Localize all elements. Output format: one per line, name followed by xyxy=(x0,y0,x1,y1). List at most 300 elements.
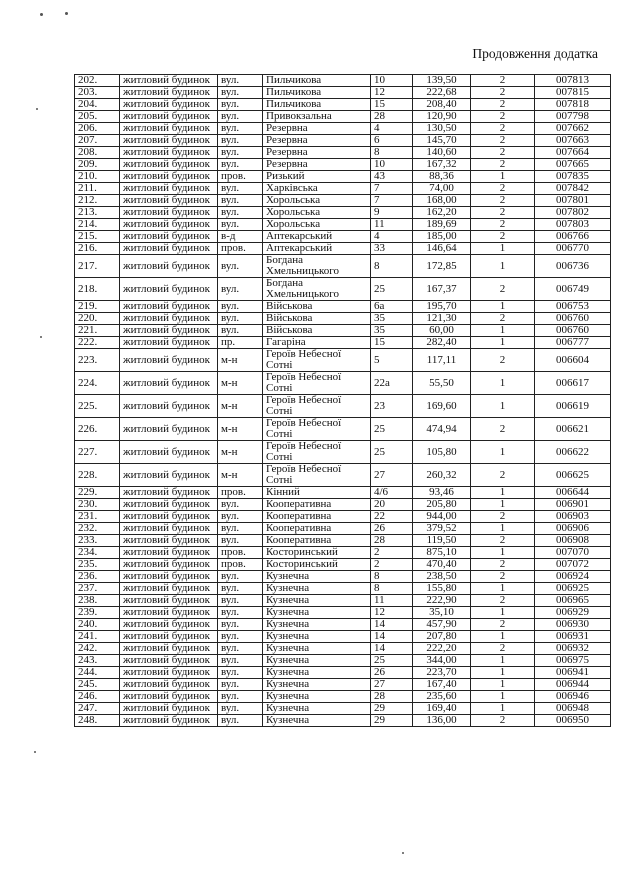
area-cell: 55,50 xyxy=(413,372,471,395)
scan-speck xyxy=(34,751,36,753)
area-cell: 379,52 xyxy=(413,523,471,535)
row-number-cell: 204. xyxy=(75,99,120,111)
street-name-cell: Кооперативна xyxy=(263,535,371,547)
registry-code-cell: 006931 xyxy=(535,631,611,643)
street-type-cell: вул. xyxy=(218,499,263,511)
street-type-cell: вул. xyxy=(218,147,263,159)
registry-code-cell: 006932 xyxy=(535,643,611,655)
row-number-cell: 235. xyxy=(75,559,120,571)
house-number-cell: 22 xyxy=(371,511,413,523)
category-cell: 2 xyxy=(471,159,535,171)
street-type-cell: пров. xyxy=(218,243,263,255)
street-type-cell: вул. xyxy=(218,523,263,535)
house-number-cell: 26 xyxy=(371,667,413,679)
street-name-cell: Героїв Небесної Сотні xyxy=(263,418,371,441)
table-row xyxy=(75,655,611,667)
scan-speck xyxy=(402,852,404,854)
registry-code-cell: 007798 xyxy=(535,111,611,123)
street-type-cell: вул. xyxy=(218,679,263,691)
row-number-cell: 225. xyxy=(75,395,120,418)
row-number-cell: 243. xyxy=(75,655,120,667)
row-number-cell: 232. xyxy=(75,523,120,535)
street-name-cell: Кузнечна xyxy=(263,607,371,619)
registry-code-cell: 006948 xyxy=(535,703,611,715)
house-number-cell: 27 xyxy=(371,464,413,487)
area-cell: 74,00 xyxy=(413,183,471,195)
building-type-cell: житловий будинок xyxy=(120,643,218,655)
category-cell: 2 xyxy=(471,195,535,207)
street-name-cell: Військова xyxy=(263,325,371,337)
table-row xyxy=(75,499,611,511)
row-number-cell: 229. xyxy=(75,487,120,499)
street-name-cell: Кузнечна xyxy=(263,691,371,703)
category-cell: 1 xyxy=(471,703,535,715)
building-type-cell: житловий будинок xyxy=(120,395,218,418)
house-number-cell: 25 xyxy=(371,278,413,301)
row-number-cell: 222. xyxy=(75,337,120,349)
row-number-cell: 248. xyxy=(75,715,120,727)
registry-code-cell: 007665 xyxy=(535,159,611,171)
registry-code-cell: 007663 xyxy=(535,135,611,147)
table-row xyxy=(75,547,611,559)
registry-code-cell: 006908 xyxy=(535,535,611,547)
category-cell: 2 xyxy=(471,183,535,195)
street-type-cell: вул. xyxy=(218,255,263,278)
row-number-cell: 210. xyxy=(75,171,120,183)
street-name-cell: Героїв Небесної Сотні xyxy=(263,464,371,487)
area-cell: 222,68 xyxy=(413,87,471,99)
building-type-cell: житловий будинок xyxy=(120,715,218,727)
house-number-cell: 23 xyxy=(371,395,413,418)
table-row xyxy=(75,703,611,715)
row-number-cell: 234. xyxy=(75,547,120,559)
area-cell: 172,85 xyxy=(413,255,471,278)
category-cell: 2 xyxy=(471,313,535,325)
row-number-cell: 216. xyxy=(75,243,120,255)
registry-code-cell: 006906 xyxy=(535,523,611,535)
building-type-cell: житловий будинок xyxy=(120,499,218,511)
row-number-cell: 211. xyxy=(75,183,120,195)
area-cell: 146,64 xyxy=(413,243,471,255)
category-cell: 1 xyxy=(471,441,535,464)
street-name-cell: Кузнечна xyxy=(263,631,371,643)
street-name-cell: Кузнечна xyxy=(263,583,371,595)
house-number-cell: 11 xyxy=(371,595,413,607)
building-type-cell: житловий будинок xyxy=(120,231,218,243)
house-number-cell: 25 xyxy=(371,441,413,464)
row-number-cell: 241. xyxy=(75,631,120,643)
registry-code-cell: 006617 xyxy=(535,372,611,395)
building-type-cell: житловий будинок xyxy=(120,75,218,87)
house-number-cell: 10 xyxy=(371,159,413,171)
registry-code-cell: 006766 xyxy=(535,231,611,243)
street-name-cell: Богдана Хмельницького xyxy=(263,255,371,278)
scan-speck xyxy=(36,108,38,110)
area-cell: 457,90 xyxy=(413,619,471,631)
table-row xyxy=(75,219,611,231)
table-row xyxy=(75,559,611,571)
row-number-cell: 231. xyxy=(75,511,120,523)
area-cell: 167,37 xyxy=(413,278,471,301)
house-number-cell: 10 xyxy=(371,75,413,87)
street-type-cell: вул. xyxy=(218,631,263,643)
category-cell: 1 xyxy=(471,523,535,535)
table-row xyxy=(75,583,611,595)
building-type-cell: житловий будинок xyxy=(120,87,218,99)
table-row xyxy=(75,395,611,418)
building-type-cell: житловий будинок xyxy=(120,595,218,607)
registry-code-cell: 007802 xyxy=(535,207,611,219)
building-type-cell: житловий будинок xyxy=(120,337,218,349)
street-type-cell: вул. xyxy=(218,87,263,99)
category-cell: 2 xyxy=(471,75,535,87)
area-cell: 105,80 xyxy=(413,441,471,464)
area-cell: 235,60 xyxy=(413,691,471,703)
row-number-cell: 213. xyxy=(75,207,120,219)
house-number-cell: 22а xyxy=(371,372,413,395)
row-number-cell: 205. xyxy=(75,111,120,123)
house-number-cell: 7 xyxy=(371,195,413,207)
street-name-cell: Аптекарський xyxy=(263,243,371,255)
street-name-cell: Пильчикова xyxy=(263,99,371,111)
building-type-cell: житловий будинок xyxy=(120,243,218,255)
street-name-cell: Кузнечна xyxy=(263,667,371,679)
row-number-cell: 242. xyxy=(75,643,120,655)
house-number-cell: 14 xyxy=(371,631,413,643)
street-type-cell: вул. xyxy=(218,278,263,301)
street-name-cell: Косторинський xyxy=(263,559,371,571)
buildings-table-body xyxy=(75,75,611,727)
table-row xyxy=(75,159,611,171)
row-number-cell: 240. xyxy=(75,619,120,631)
street-type-cell: вул. xyxy=(218,607,263,619)
area-cell: 145,70 xyxy=(413,135,471,147)
street-name-cell: Резервна xyxy=(263,135,371,147)
registry-code-cell: 006901 xyxy=(535,499,611,511)
buildings-table xyxy=(74,74,611,727)
category-cell: 2 xyxy=(471,135,535,147)
area-cell: 162,20 xyxy=(413,207,471,219)
street-type-cell: вул. xyxy=(218,219,263,231)
building-type-cell: житловий будинок xyxy=(120,535,218,547)
row-number-cell: 226. xyxy=(75,418,120,441)
building-type-cell: житловий будинок xyxy=(120,207,218,219)
row-number-cell: 233. xyxy=(75,535,120,547)
table-row xyxy=(75,595,611,607)
street-name-cell: Хорольська xyxy=(263,207,371,219)
area-cell: 223,70 xyxy=(413,667,471,679)
house-number-cell: 15 xyxy=(371,99,413,111)
street-type-cell: вул. xyxy=(218,619,263,631)
registry-code-cell: 006619 xyxy=(535,395,611,418)
building-type-cell: житловий будинок xyxy=(120,511,218,523)
building-type-cell: житловий будинок xyxy=(120,523,218,535)
category-cell: 1 xyxy=(471,301,535,313)
house-number-cell: 35 xyxy=(371,313,413,325)
street-type-cell: пров. xyxy=(218,171,263,183)
area-cell: 222,20 xyxy=(413,643,471,655)
table-row xyxy=(75,464,611,487)
row-number-cell: 202. xyxy=(75,75,120,87)
category-cell: 2 xyxy=(471,147,535,159)
category-cell: 2 xyxy=(471,349,535,372)
street-name-cell: Кузнечна xyxy=(263,715,371,727)
house-number-cell: 4/6 xyxy=(371,487,413,499)
area-cell: 169,40 xyxy=(413,703,471,715)
registry-code-cell: 006621 xyxy=(535,418,611,441)
category-cell: 1 xyxy=(471,547,535,559)
area-cell: 169,60 xyxy=(413,395,471,418)
house-number-cell: 8 xyxy=(371,583,413,595)
table-row xyxy=(75,715,611,727)
category-cell: 2 xyxy=(471,595,535,607)
house-number-cell: 35 xyxy=(371,325,413,337)
street-name-cell: Привокзальна xyxy=(263,111,371,123)
area-cell: 88,36 xyxy=(413,171,471,183)
category-cell: 1 xyxy=(471,607,535,619)
building-type-cell: житловий будинок xyxy=(120,123,218,135)
table-row xyxy=(75,171,611,183)
street-name-cell: Резервна xyxy=(263,159,371,171)
registry-code-cell: 006760 xyxy=(535,325,611,337)
area-cell: 222,90 xyxy=(413,595,471,607)
street-type-cell: вул. xyxy=(218,183,263,195)
building-type-cell: житловий будинок xyxy=(120,195,218,207)
street-type-cell: в-д xyxy=(218,231,263,243)
category-cell: 1 xyxy=(471,631,535,643)
street-name-cell: Гагаріна xyxy=(263,337,371,349)
table-row xyxy=(75,631,611,643)
house-number-cell: 8 xyxy=(371,147,413,159)
street-type-cell: м-н xyxy=(218,464,263,487)
category-cell: 1 xyxy=(471,487,535,499)
building-type-cell: житловий будинок xyxy=(120,111,218,123)
area-cell: 120,90 xyxy=(413,111,471,123)
house-number-cell: 28 xyxy=(371,111,413,123)
registry-code-cell: 006753 xyxy=(535,301,611,313)
category-cell: 2 xyxy=(471,123,535,135)
street-name-cell: Кооперативна xyxy=(263,499,371,511)
street-name-cell: Ризький xyxy=(263,171,371,183)
street-name-cell: Військова xyxy=(263,301,371,313)
registry-code-cell: 006777 xyxy=(535,337,611,349)
area-cell: 185,00 xyxy=(413,231,471,243)
area-cell: 205,80 xyxy=(413,499,471,511)
house-number-cell: 33 xyxy=(371,243,413,255)
table-row xyxy=(75,207,611,219)
registry-code-cell: 007801 xyxy=(535,195,611,207)
house-number-cell: 4 xyxy=(371,123,413,135)
area-cell: 168,00 xyxy=(413,195,471,207)
table-row xyxy=(75,337,611,349)
table-row xyxy=(75,99,611,111)
street-name-cell: Хорольська xyxy=(263,219,371,231)
registry-code-cell: 006925 xyxy=(535,583,611,595)
house-number-cell: 2 xyxy=(371,547,413,559)
registry-code-cell: 006924 xyxy=(535,571,611,583)
house-number-cell: 15 xyxy=(371,337,413,349)
row-number-cell: 220. xyxy=(75,313,120,325)
area-cell: 130,50 xyxy=(413,123,471,135)
registry-code-cell: 006941 xyxy=(535,667,611,679)
area-cell: 260,32 xyxy=(413,464,471,487)
street-type-cell: пр. xyxy=(218,337,263,349)
street-type-cell: м-н xyxy=(218,349,263,372)
building-type-cell: житловий будинок xyxy=(120,418,218,441)
row-number-cell: 238. xyxy=(75,595,120,607)
street-type-cell: вул. xyxy=(218,301,263,313)
category-cell: 1 xyxy=(471,499,535,511)
area-cell: 474,94 xyxy=(413,418,471,441)
registry-code-cell: 007818 xyxy=(535,99,611,111)
house-number-cell: 7 xyxy=(371,183,413,195)
house-number-cell: 11 xyxy=(371,219,413,231)
registry-code-cell: 006903 xyxy=(535,511,611,523)
building-type-cell: житловий будинок xyxy=(120,171,218,183)
row-number-cell: 223. xyxy=(75,349,120,372)
category-cell: 2 xyxy=(471,559,535,571)
table-row xyxy=(75,183,611,195)
row-number-cell: 237. xyxy=(75,583,120,595)
category-cell: 1 xyxy=(471,667,535,679)
street-name-cell: Військова xyxy=(263,313,371,325)
registry-code-cell: 006946 xyxy=(535,691,611,703)
row-number-cell: 212. xyxy=(75,195,120,207)
street-type-cell: вул. xyxy=(218,535,263,547)
registry-code-cell: 007842 xyxy=(535,183,611,195)
area-cell: 35,10 xyxy=(413,607,471,619)
row-number-cell: 247. xyxy=(75,703,120,715)
registry-code-cell: 007815 xyxy=(535,87,611,99)
street-type-cell: вул. xyxy=(218,123,263,135)
category-cell: 2 xyxy=(471,207,535,219)
registry-code-cell: 006749 xyxy=(535,278,611,301)
registry-code-cell: 007664 xyxy=(535,147,611,159)
category-cell: 1 xyxy=(471,255,535,278)
street-type-cell: м-н xyxy=(218,441,263,464)
table-row xyxy=(75,123,611,135)
table-row xyxy=(75,418,611,441)
house-number-cell: 5 xyxy=(371,349,413,372)
category-cell: 2 xyxy=(471,219,535,231)
category-cell: 2 xyxy=(471,571,535,583)
building-type-cell: житловий будинок xyxy=(120,571,218,583)
street-name-cell: Резервна xyxy=(263,123,371,135)
area-cell: 282,40 xyxy=(413,337,471,349)
building-type-cell: житловий будинок xyxy=(120,325,218,337)
street-name-cell: Хорольська xyxy=(263,195,371,207)
house-number-cell: 26 xyxy=(371,523,413,535)
area-cell: 93,46 xyxy=(413,487,471,499)
registry-code-cell: 006770 xyxy=(535,243,611,255)
category-cell: 1 xyxy=(471,243,535,255)
category-cell: 1 xyxy=(471,691,535,703)
category-cell: 2 xyxy=(471,643,535,655)
street-name-cell: Богдана Хмельницького xyxy=(263,278,371,301)
house-number-cell: 29 xyxy=(371,715,413,727)
building-type-cell: житловий будинок xyxy=(120,99,218,111)
row-number-cell: 227. xyxy=(75,441,120,464)
building-type-cell: житловий будинок xyxy=(120,619,218,631)
house-number-cell: 12 xyxy=(371,607,413,619)
table-row xyxy=(75,255,611,278)
category-cell: 1 xyxy=(471,679,535,691)
street-name-cell: Кузнечна xyxy=(263,643,371,655)
building-type-cell: житловий будинок xyxy=(120,301,218,313)
house-number-cell: 12 xyxy=(371,87,413,99)
street-name-cell: Кузнечна xyxy=(263,619,371,631)
scan-speck xyxy=(65,12,68,15)
registry-code-cell: 006736 xyxy=(535,255,611,278)
scan-speck xyxy=(40,13,43,16)
street-name-cell: Кінний xyxy=(263,487,371,499)
registry-code-cell: 006625 xyxy=(535,464,611,487)
street-name-cell: Кузнечна xyxy=(263,655,371,667)
house-number-cell: 14 xyxy=(371,643,413,655)
table-row xyxy=(75,301,611,313)
area-cell: 60,00 xyxy=(413,325,471,337)
house-number-cell: 6а xyxy=(371,301,413,313)
street-type-cell: вул. xyxy=(218,667,263,679)
street-type-cell: вул. xyxy=(218,195,263,207)
street-type-cell: вул. xyxy=(218,111,263,123)
street-name-cell: Кооперативна xyxy=(263,523,371,535)
house-number-cell: 28 xyxy=(371,691,413,703)
row-number-cell: 206. xyxy=(75,123,120,135)
table-row xyxy=(75,667,611,679)
street-type-cell: вул. xyxy=(218,511,263,523)
row-number-cell: 218. xyxy=(75,278,120,301)
row-number-cell: 214. xyxy=(75,219,120,231)
street-type-cell: м-н xyxy=(218,395,263,418)
row-number-cell: 208. xyxy=(75,147,120,159)
street-type-cell: вул. xyxy=(218,75,263,87)
registry-code-cell: 006950 xyxy=(535,715,611,727)
row-number-cell: 207. xyxy=(75,135,120,147)
area-cell: 167,40 xyxy=(413,679,471,691)
registry-code-cell: 007662 xyxy=(535,123,611,135)
street-name-cell: Героїв Небесної Сотні xyxy=(263,441,371,464)
house-number-cell: 9 xyxy=(371,207,413,219)
row-number-cell: 221. xyxy=(75,325,120,337)
area-cell: 238,50 xyxy=(413,571,471,583)
area-cell: 167,32 xyxy=(413,159,471,171)
building-type-cell: житловий будинок xyxy=(120,487,218,499)
building-type-cell: житловий будинок xyxy=(120,183,218,195)
house-number-cell: 8 xyxy=(371,255,413,278)
street-type-cell: вул. xyxy=(218,159,263,171)
row-number-cell: 236. xyxy=(75,571,120,583)
category-cell: 1 xyxy=(471,583,535,595)
house-number-cell: 8 xyxy=(371,571,413,583)
registry-code-cell: 007813 xyxy=(535,75,611,87)
street-type-cell: вул. xyxy=(218,583,263,595)
table-row xyxy=(75,313,611,325)
row-number-cell: 244. xyxy=(75,667,120,679)
area-cell: 121,30 xyxy=(413,313,471,325)
building-type-cell: житловий будинок xyxy=(120,655,218,667)
row-number-cell: 219. xyxy=(75,301,120,313)
category-cell: 2 xyxy=(471,715,535,727)
house-number-cell: 14 xyxy=(371,619,413,631)
category-cell: 2 xyxy=(471,418,535,441)
category-cell: 2 xyxy=(471,278,535,301)
registry-code-cell: 006944 xyxy=(535,679,611,691)
street-type-cell: м-н xyxy=(218,372,263,395)
street-type-cell: вул. xyxy=(218,571,263,583)
area-cell: 136,00 xyxy=(413,715,471,727)
row-number-cell: 228. xyxy=(75,464,120,487)
